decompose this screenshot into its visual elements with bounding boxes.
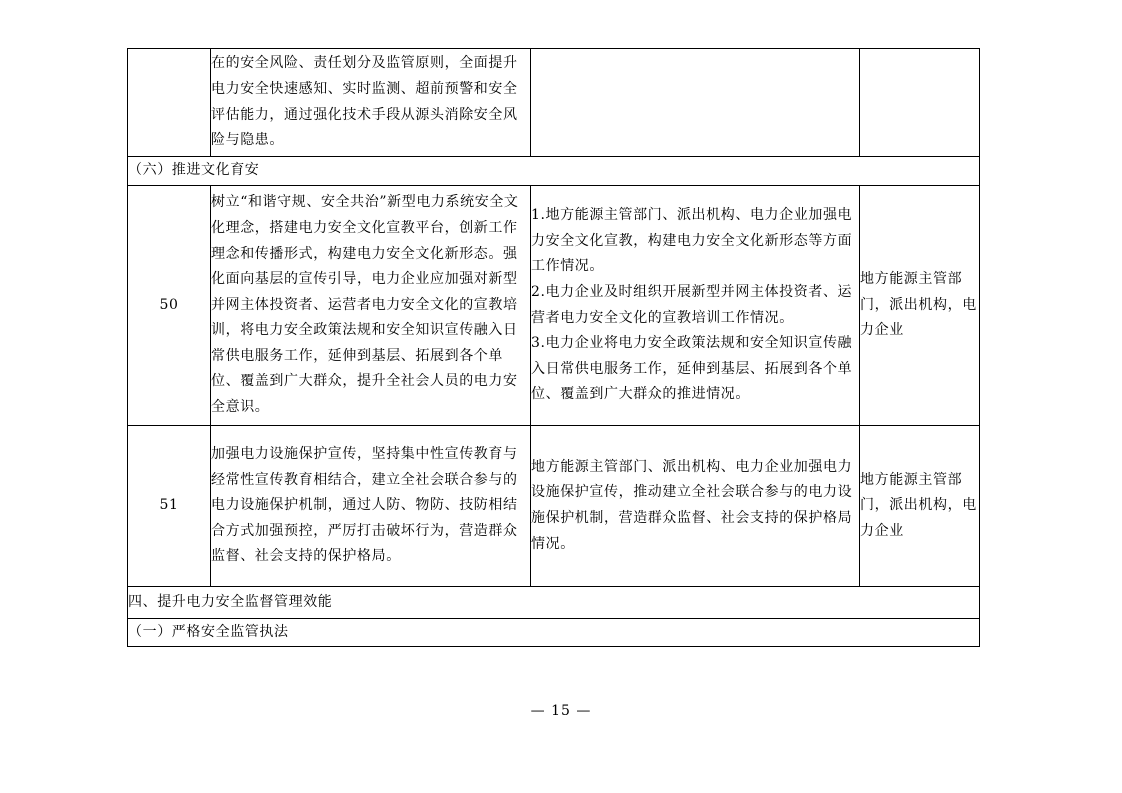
- row-content-cell: 在的安全风险、责任划分及监管原则，全面提升电力安全快速感知、实时监测、超前预警和安全评估能力，通过强化技术手段从源头消除安全风险与隐患。: [211, 49, 531, 157]
- table-row-subheading: [128, 619, 980, 647]
- table-row-51: [128, 426, 980, 587]
- row-number: 51: [128, 426, 211, 587]
- row-dept: 地方能源主管部门，派出机构，电力企业: [860, 426, 980, 587]
- table-row-heading: [128, 587, 980, 619]
- row-dept: 地方能源主管部门，派出机构，电力企业: [860, 186, 980, 426]
- row-number: 50: [128, 186, 211, 426]
- check-item: 3.电力企业将电力安全政策法规和安全知识宣传融入日常供电服务工作，延伸到基层、拓展到各个单位、覆盖到广大群众的推进情况。: [531, 335, 853, 403]
- table-row-section: [128, 157, 980, 186]
- row-dept-cell: [860, 49, 980, 157]
- row-content: 树立“和谐守规、安全共治”新型电力系统安全文化理念，搭建电力安全文化宣教平台，创新工作理念和传播形式，构建电力安全文化新形态。强化面向基层的宣传引导，电力企业应加强对新型并网主体投资者、运营者电力安全文化的宣教培训，将电力安全政策法规和安全知识宣传融入日常供电服务工作，延伸到基层、拓展到各个单位、覆盖到广大群众，提升全社会人员的电力安全意识。: [211, 186, 531, 426]
- row-checks-cell: [531, 49, 860, 157]
- row-checks: 地方能源主管部门、派出机构、电力企业加强电力设施保护宣传，推动建立全社会联合参与的电力设施保护机制，营造群众监督、社会支持的保护格局情况。: [531, 426, 860, 587]
- row-content: 加强电力设施保护宣传，坚持集中性宣传教育与经常性宣传教育相结合，建立全社会联合参与的电力设施保护机制，通过人防、物防、技防相结合方式加强预控，严厉打击破坏行为，营造群众监督、社会支持的保护格局。: [211, 426, 531, 587]
- table-row-continued: [128, 49, 980, 157]
- page-number: — 15 —: [530, 703, 592, 719]
- subsection-heading: （一）严格安全监管执法: [128, 619, 980, 647]
- row-number-cell: [128, 49, 211, 157]
- section-title: （六）推进文化育安: [128, 157, 980, 186]
- table-row-50: [128, 186, 980, 426]
- row-checks: [531, 186, 860, 426]
- document-table: [127, 48, 980, 647]
- check-item: 1.地方能源主管部门、派出机构、电力企业加强电力安全文化宣教，构建电力安全文化新形态等方面工作情况。: [531, 207, 853, 275]
- check-item: 2.电力企业及时组织开展新型并网主体投资者、运营者电力安全文化的宣教培训工作情况。: [531, 283, 853, 326]
- chapter-heading: 四、提升电力安全监督管理效能: [128, 587, 980, 619]
